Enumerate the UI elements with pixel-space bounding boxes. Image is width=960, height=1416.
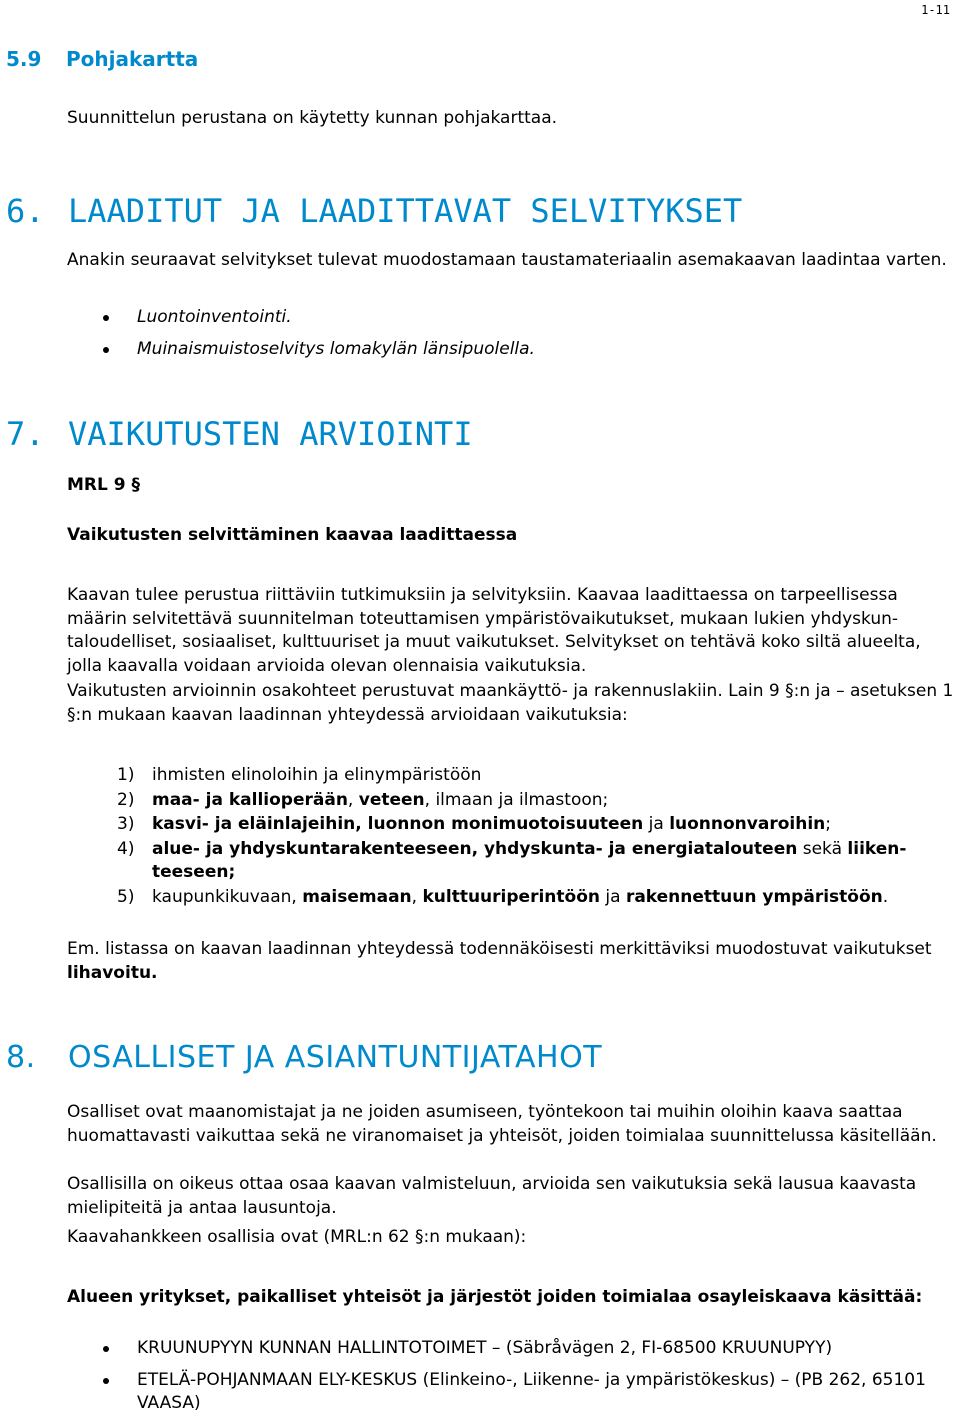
page-number: 1-11 bbox=[921, 3, 950, 17]
section-title: LAADITUT JA LAADITTAVAT SELVITYKSET bbox=[68, 192, 743, 230]
note-text: Em. listassa on kaavan laadinnan yhteydessä todennäköisesti merkittäviksi muodostuvat vaikutukset bbox=[67, 939, 932, 959]
list-item bbox=[67, 764, 957, 788]
item-text: , bbox=[347, 789, 359, 810]
stakeholder-group-title: Alueen yritykset, paikalliset yhteisöt ja järjestöt joiden toimialaa osayleiskaava käsittää: bbox=[67, 1287, 923, 1307]
list-item: ETELÄ-POHJANMAAN ELY-KESKUS (Elinkeino-, Liikenne- ja ympäristökeskus) – (PB 262, 65101 VAASA) bbox=[67, 1369, 952, 1416]
item-text: . bbox=[882, 886, 889, 907]
list-number: 2) bbox=[117, 789, 135, 810]
item-text-bold: maa- ja kallioperään bbox=[152, 789, 348, 810]
list-item bbox=[67, 838, 957, 885]
item-text-bold: rakennettuun ympäristöön bbox=[625, 886, 883, 907]
section-title: VAIKUTUSTEN ARVIOINTI bbox=[68, 415, 473, 453]
section-title: Pohjakartta bbox=[66, 47, 199, 71]
section-5-9-text: Suunnittelun perustana on käytetty kunnan pohjakarttaa. bbox=[67, 108, 558, 128]
list-item: Luontoinventointi. bbox=[67, 306, 867, 330]
section-6-intro: Anakin seuraavat selvitykset tulevat muodostamaan taustamateriaalin asemakaavan laadintaa varten. bbox=[67, 250, 947, 270]
item-text-bold: maisemaan bbox=[302, 886, 412, 907]
item-text: ihmisten elinoloihin ja elinympäristöön bbox=[152, 765, 482, 785]
subsection-title: Vaikutusten selvittäminen kaavaa laadittaessa bbox=[67, 525, 518, 545]
item-text-bold: alue- ja yhdyskuntarakenteeseen, yhdyskunta- ja energiatalouteen bbox=[152, 838, 798, 859]
section-7-paragraph-2: Vaikutusten arvioinnin osakohteet perustuvat maankäyttö- ja rakennuslakiin. Lain 9 §:n ja – asetuksen 1 §:n mukaan kaavan laadinnan yhteydessä arvioidaan vaikutuksia: bbox=[67, 681, 954, 725]
note-text-bold: lihavoitu. bbox=[67, 962, 158, 983]
item-text: , ilmaan ja ilmastoon; bbox=[424, 789, 609, 810]
item-text-bold: kulttuuriperintöön bbox=[422, 886, 600, 907]
item-text-bold: liikenteeseen; bbox=[152, 838, 907, 882]
stakeholder-list bbox=[67, 1337, 952, 1416]
list-item: Muinaismuistoselvitys lomakylän länsipuolella. bbox=[67, 338, 867, 362]
section-6-list bbox=[67, 306, 867, 361]
section-8-heading bbox=[6, 1040, 602, 1075]
item-text: sekä bbox=[797, 838, 848, 859]
section-7-note bbox=[67, 938, 947, 985]
list-number: 4) bbox=[117, 838, 135, 859]
impact-list bbox=[67, 764, 957, 910]
section-number: 8. bbox=[6, 1040, 36, 1075]
list-number: 3) bbox=[117, 814, 135, 834]
section-6-heading bbox=[6, 192, 742, 230]
section-8-paragraph-2: Osallisilla on oikeus ottaa osaa kaavan valmisteluun, arvioida sen vaikutuksia sekä lausua kaavasta mielipiteitä ja antaa lausuntoja. bbox=[67, 1174, 917, 1218]
item-text: kaupunkikuvaan, bbox=[152, 886, 303, 907]
law-reference: MRL 9 § bbox=[67, 475, 141, 495]
item-text-bold: kasvi- ja eläinlajeihin, luonnon monimuotoisuuteen bbox=[152, 814, 644, 834]
list-item bbox=[67, 789, 957, 813]
section-5-9-heading bbox=[6, 47, 198, 71]
list-number: 1) bbox=[117, 765, 135, 785]
section-number: 5.9 bbox=[6, 47, 42, 71]
section-8-paragraph-1: Osalliset ovat maanomistajat ja ne joiden asumiseen, työntekoon tai muihin oloihin kaava saattaa huomattavasti vaikuttaa sekä ne viranomaiset ja yhteisöt, joiden toimialaa suunnittelussa käsitellään. bbox=[67, 1102, 937, 1146]
item-text: , bbox=[411, 886, 423, 907]
section-number: 6. bbox=[6, 192, 45, 230]
list-item: KRUUNUPYYN KUNNAN HALLINTOTOIMET – (Säbråvägen 2, FI-68500 KRUUNUPYY) bbox=[67, 1337, 952, 1361]
list-number: 5) bbox=[117, 886, 135, 907]
section-number: 7. bbox=[6, 415, 45, 453]
section-7-heading bbox=[6, 415, 473, 453]
item-text: ja bbox=[599, 886, 626, 907]
list-item bbox=[67, 886, 957, 910]
item-text: ja bbox=[643, 814, 670, 834]
section-8-paragraph-3: Kaavahankkeen osallisia ovat (MRL:n 62 §:n mukaan): bbox=[67, 1227, 527, 1247]
item-text-bold: veteen bbox=[358, 789, 425, 810]
item-text-bold: luonnonvaroihin bbox=[669, 814, 826, 834]
list-item bbox=[67, 813, 957, 837]
item-text: ; bbox=[825, 814, 831, 834]
section-title: OSALLISET JA ASIANTUNTIJATAHOT bbox=[68, 1040, 603, 1075]
section-7-paragraph-1: Kaavan tulee perustua riittäviin tutkimuksiin ja selvityksiin. Kaavaa laadittaessa on tarpeellisessa määrin selvitettävä suunnitelman toteuttamisen ympäristövaikutukset, mukaan lukien yhdyskuntaloudelliset, sosiaaliset, kulttuuriset ja muut vaikutukset. Selvitykset on tehtävä koko siltä alueelta, jolla kaavalla voidaan arvioida olevan olennaisia vaikutuksia. bbox=[67, 585, 921, 676]
